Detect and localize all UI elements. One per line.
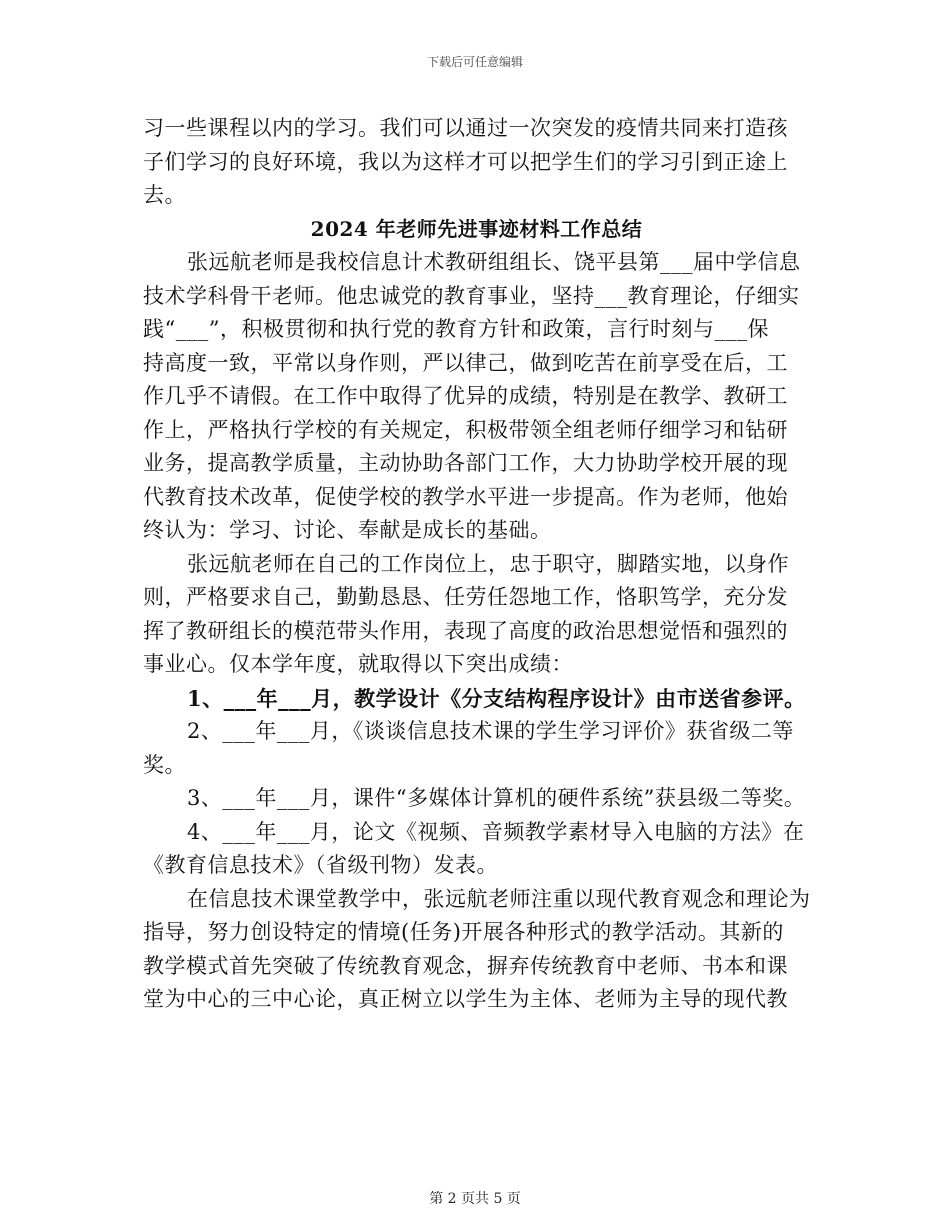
text-line: 业务，提高教学质量，主动协助各部门工作，大力协助学校开展的现 — [143, 451, 788, 475]
page-footer: 第 2 页共 5 页 — [429, 1191, 521, 1207]
text-line: 《教育信息技术》（省级刊物）发表。 — [143, 853, 498, 877]
achievement-item-3: 3、___年___月，课件“多媒体计算机的硬件系统”获县级二等奖。 — [187, 786, 806, 810]
text-line: 去。 — [143, 183, 186, 207]
text-line: 奖。 — [143, 752, 186, 777]
text-line: 终认为：学习、讨论、奉献是成长的基础。 — [143, 518, 552, 542]
text-line: 教学模式首先突破了传统教育观念，摒弃传统教育中老师、书本和课 — [143, 953, 788, 978]
text-line: 子们学习的良好环境，我以为这样才可以把学生们的学习引到正途上 — [143, 149, 788, 174]
text-line: 技术学科骨干老师。他忠诚党的教育事业，坚持___教育理论，仔细实 — [143, 283, 800, 308]
page-header: 下载后可任意编辑 — [426, 55, 523, 69]
text-line: 事业心。仅本学年度，就取得以下突出成绩： — [143, 652, 573, 676]
text-line: 则，严格要求自己，勤勤恳恳、任劳任怨地工作，恪职笃学，充分发 — [143, 585, 788, 609]
text-line: 堂为中心的三中心论，真正树立以学生为主体、老师为主导的现代教 — [143, 987, 788, 1011]
document-body — [143, 112, 810, 1017]
achievement-item-1: 1、___年___月，教学设计《分支结构程序设计》由市送省参评。 — [187, 685, 806, 711]
paragraph-start: 张远航老师在自己的工作岗位上，忠于职守，脚踏实地，以身作 — [187, 551, 789, 576]
text-line: 作几乎不请假。在工作中取得了优异的成绩，特别是在教学、教研工 — [143, 384, 788, 408]
text-line: 习一些课程以内的学习。我们可以通过一次突发的疫情共同来打造孩 — [143, 116, 788, 140]
text-line: 挥了教研组长的模范带头作用，表现了高度的政治思想觉悟和强烈的 — [143, 618, 788, 643]
section-title: 2024 年老师先进事迹材料工作总结 — [310, 216, 643, 241]
achievement-item-2: 2、___年___月，《谈谈信息技术课的学生学习评价》获省级二等 — [187, 719, 794, 743]
text-line: 指导，努力创设特定的情境(任务)开展各种形式的教学活动。其新的 — [143, 920, 784, 944]
paragraph-start: 在信息技术课堂教学中，张远航老师注重以现代教育观念和理论为 — [187, 886, 811, 911]
text-line: 作上，严格执行学校的有关规定，积极带领全组老师仔细学习和钻研 — [143, 417, 788, 442]
text-line: 持高度一致，平常以身作则，严以律己，做到吃苦在前享受在后，工 — [143, 350, 788, 375]
text-line: 践“___”，积极贯彻和执行党的教育方针和政策，言行时刻与___保 — [143, 317, 769, 341]
achievement-item-4: 4、___年___月，论文《视频、音频教学素材导入电脑的方法》在 — [187, 819, 805, 844]
paragraph-start: 张远航老师是我校信息计术教研组组长、饶平县第___届中学信息 — [187, 250, 801, 274]
text-line: 代教育技术改革，促使学校的教学水平进一步提高。作为老师，他始 — [143, 484, 788, 509]
